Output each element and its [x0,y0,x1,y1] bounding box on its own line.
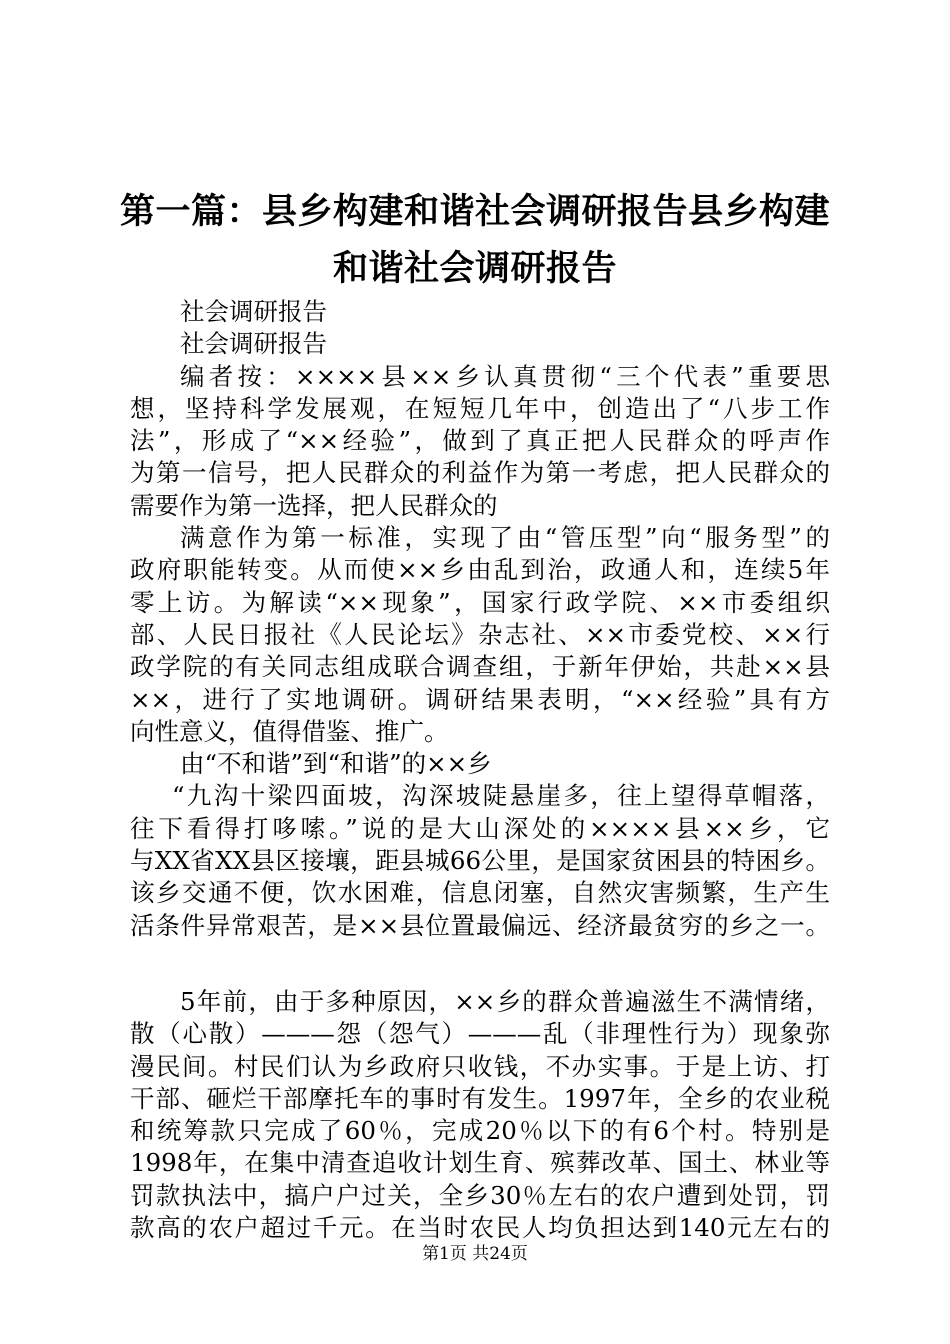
body-line: 活条件异常艰苦，是××县位置最偏远、经济最贫穷的乡之一。 [130,910,830,940]
body-line: 散（心散）———怨（怨气）———乱（非理性行为）现象弥 [130,1019,830,1049]
body-line: 1998年，在集中清查追收计划生育、殡葬改革、国土、林业等 [130,1148,830,1178]
body-line: 社会调研报告 [180,297,327,326]
body-line: 政学院的有关同志组成联合调查组，于新年伊始，共赴××县 [130,652,830,682]
body-line: 往下看得打哆嗦。”说的是大山深处的××××县××乡，它 [130,813,830,843]
body-line: 社会调研报告 [180,329,327,359]
document-body [130,296,830,1244]
body-line: 需要作为第一选择，把人民群众的 [130,490,498,520]
body-line: 部、人民日报社《人民论坛》杂志社、××市委党校、××行 [130,619,830,649]
body-line: 与XX省XX县区接壤，距县城66公里，是国家贫困县的特困乡。 [130,846,830,876]
body-line: 零上访。为解读“××现象”，国家行政学院、××市委组织 [130,587,830,617]
body-line: 想，坚持科学发展观，在短短几年中，创造出了“八步工作 [130,393,830,423]
body-line: 5年前，由于多种原因，××乡的群众普遍滋生不满情绪， [180,986,830,1016]
body-line: 满意作为第一标准，实现了由“管压型”向“服务型”的 [180,523,830,553]
body-line: 罚款执法中，搞户户过关，全乡30％左右的农户遭到处罚，罚 [130,1180,830,1210]
body-line: ××，进行了实地调研。调研结果表明，“××经验”具有方 [130,684,830,714]
body-line: 该乡交通不便，饮水困难，信息闭塞，自然灾害频繁，生产生 [130,878,830,908]
body-line: 干部、砸烂干部摩托车的事时有发生。1997年，全乡的农业税 [130,1083,830,1113]
body-line: 向性意义，值得借鉴、推广。 [130,716,449,746]
body-line: 和统筹款只完成了60％，完成20％以下的有6个村。特别是 [130,1116,830,1146]
body-line: 为第一信号，把人民群众的利益作为第一考虑，把人民群众的 [130,458,830,488]
body-line: 法”，形成了“××经验”，做到了真正把人民群众的呼声作 [130,426,830,456]
body-line: 款高的农户超过千元。在当时农民人均负担达到140元左右的 [130,1213,830,1243]
document-title-line-2: 和谐社会调研报告 [332,248,617,289]
paragraph-gap [130,942,830,986]
document-title-line-1: 第一篇：县乡构建和谐社会调研报告县乡构建 [119,191,830,232]
body-line: 漫民间。村民们认为乡政府只收钱，不办实事。于是上访、打 [130,1051,830,1081]
page-number-footer: 第1页 共24页 [422,1244,528,1264]
body-line: “九沟十梁四面坡，沟深坡陡悬崖多，往上望得草帽落， [172,781,830,811]
body-line: 编者按：××××县××乡认真贯彻“三个代表”重要思 [180,361,830,391]
body-line: 由“不和谐”到“和谐”的××乡 [180,749,492,779]
body-line: 政府职能转变。从而使××乡由乱到治，政通人和，连续5年 [130,555,830,585]
